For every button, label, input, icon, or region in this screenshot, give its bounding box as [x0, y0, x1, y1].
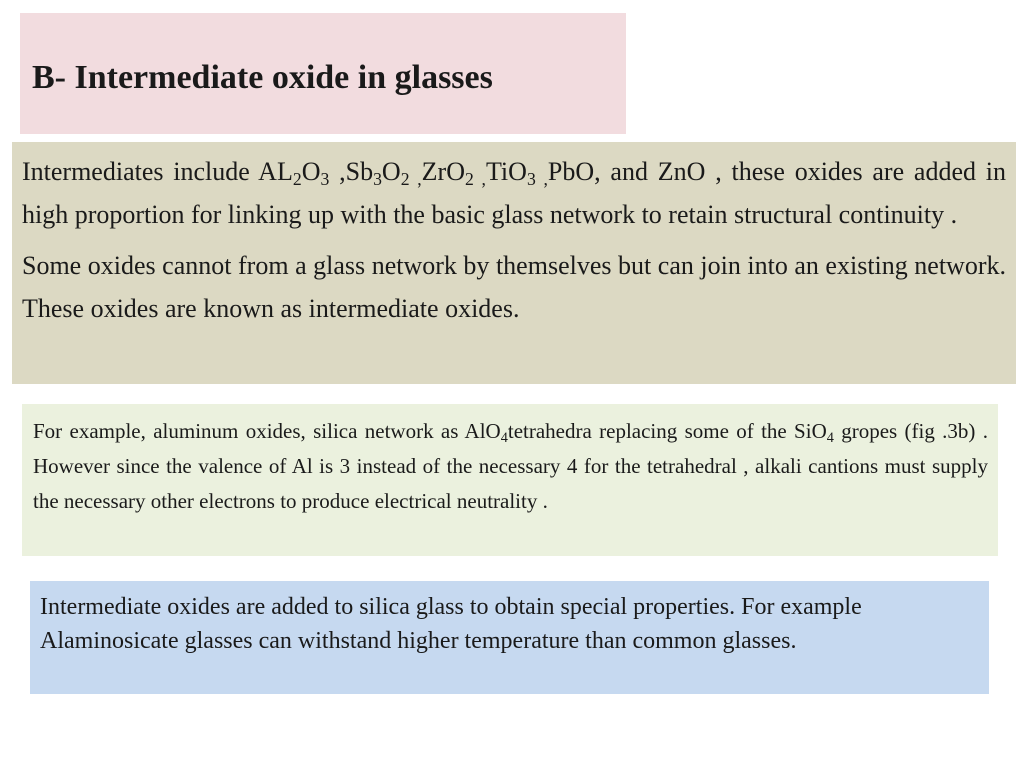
page-title: B- Intermediate oxide in glasses [32, 59, 493, 96]
formula-tio3: TiO$_3$ [485, 157, 536, 189]
formula-sb3o2: $Sb_3O_2$ [345, 157, 410, 189]
properties-paragraph: Intermediate oxides are added to silica glass to obtain special properties. For example Alaminosicate glasses can withstand higher temperature than common glasses. [40, 594, 862, 654]
intermediates-box [12, 142, 1016, 384]
formula-al2o3: $AL_2O_3$ [258, 157, 330, 189]
intermediates-paragraph: Intermediates include $AL_2O_3$ $,Sb_3O_2$ $_,$ZrO$_2$ $_,$TiO$_3$ $_,$PbO, and ZnO , these oxides are added in high proportion for linking up with the basic glass network to retain structural continuity . [22, 157, 1006, 229]
title-box [20, 13, 626, 134]
intermediates-rest: PbO, and ZnO , these oxides are added in high proportion for linking up with the basic glass network to retain structural continuity . [22, 157, 1006, 229]
example-paragraph: For example, aluminum oxides, silica network as AlO$_4$tetrahedra replacing some of the SiO$_4$ gropes (fig .3b) . However since the valence of Al is 3 instead of the necessary 4 for the tetrahedral , alkali cantions must supply the necessary other electrons to produce electrical neutrality . [33, 419, 989, 513]
example-box [22, 404, 998, 556]
formula-zro2: ZrO$_2$ [421, 157, 474, 189]
intermediates-lead: Intermediates include [22, 157, 259, 186]
intermediates-paragraph-2: Some oxides cannot from a glass network by themselves but can join into an existing network. These oxides are known as intermediate oxides. [22, 251, 1006, 323]
properties-box [30, 581, 989, 694]
